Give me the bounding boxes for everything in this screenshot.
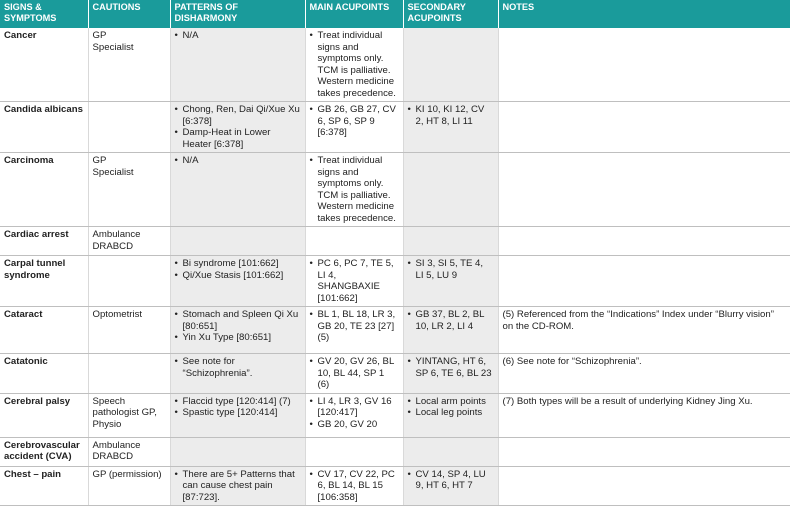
secondary-acupoints-cell bbox=[403, 393, 498, 437]
main-acupoints-cell-list bbox=[310, 104, 399, 139]
list-item: • Local leg points bbox=[408, 407, 494, 419]
secondary-acupoints-cell-list bbox=[408, 104, 494, 127]
main-acupoints-cell bbox=[305, 256, 403, 307]
symptom-cell: Cerebrovascular accident (CVA) bbox=[0, 437, 88, 466]
list-item: • Bi syndrome [101:662] bbox=[175, 258, 301, 270]
main-acupoints-cell-list bbox=[310, 309, 399, 344]
table-row bbox=[0, 28, 790, 102]
patterns-cell-list bbox=[175, 469, 301, 504]
notes-cell bbox=[498, 256, 790, 307]
patterns-cell bbox=[170, 227, 305, 256]
secondary-acupoints-cell-list bbox=[408, 396, 494, 419]
main-acupoints-cell bbox=[305, 466, 403, 506]
main-acupoints-cell bbox=[305, 437, 403, 466]
symptom-cell: Carpal tunnel syndrome bbox=[0, 256, 88, 307]
notes-cell: (5) Referenced from the “Indications” Index under “Blurry vision” on the CD-ROM. bbox=[498, 307, 790, 354]
table-body bbox=[0, 28, 790, 506]
symptom-cell: Cardiac arrest bbox=[0, 227, 88, 256]
secondary-acupoints-cell-list bbox=[408, 356, 494, 379]
list-item: • Treat individual signs and symptoms only. TCM is palliative. Western medicine takes precedence. bbox=[310, 30, 399, 99]
cautions-cell: GP (permission) bbox=[88, 466, 170, 506]
cautions-cell: Ambulance DRABCD bbox=[88, 227, 170, 256]
patterns-cell-list bbox=[175, 155, 301, 167]
table-row bbox=[0, 307, 790, 354]
header-cautions: CAUTIONS bbox=[88, 0, 170, 28]
main-acupoints-cell-list bbox=[310, 258, 399, 304]
cautions-cell: GP Specialist bbox=[88, 28, 170, 102]
secondary-acupoints-cell bbox=[403, 466, 498, 506]
cautions-cell bbox=[88, 102, 170, 153]
notes-cell bbox=[498, 437, 790, 466]
patterns-cell-list bbox=[175, 309, 301, 344]
list-item: • Stomach and Spleen Qi Xu [80:651] bbox=[175, 309, 301, 332]
notes-cell bbox=[498, 227, 790, 256]
patterns-cell bbox=[170, 354, 305, 394]
list-item: • CV 17, CV 22, PC 6, BL 14, BL 15 [106:358] bbox=[310, 469, 399, 504]
main-acupoints-cell bbox=[305, 153, 403, 227]
main-acupoints-cell-list bbox=[310, 155, 399, 224]
patterns-cell bbox=[170, 28, 305, 102]
patterns-cell bbox=[170, 437, 305, 466]
patterns-cell-list bbox=[175, 104, 301, 150]
notes-cell: (6) See note for “Schizophrenia”. bbox=[498, 354, 790, 394]
main-acupoints-cell bbox=[305, 28, 403, 102]
secondary-acupoints-cell-list bbox=[408, 258, 494, 281]
symptom-cell: Cancer bbox=[0, 28, 88, 102]
list-item: • Qi/Xue Stasis [101:662] bbox=[175, 270, 301, 282]
table-row bbox=[0, 102, 790, 153]
list-item: • There are 5+ Patterns that can cause chest pain [87:723]. bbox=[175, 469, 301, 504]
cautions-cell: Ambulance DRABCD bbox=[88, 437, 170, 466]
secondary-acupoints-cell-list bbox=[408, 309, 494, 332]
symptom-cell: Cataract bbox=[0, 307, 88, 354]
list-item: • SI 3, SI 5, TE 4, LI 5, LU 9 bbox=[408, 258, 494, 281]
notes-cell: (7) Both types will be a result of underlying Kidney Jing Xu. bbox=[498, 393, 790, 437]
cautions-cell: GP Specialist bbox=[88, 153, 170, 227]
list-item: • PC 6, PC 7, TE 5, LI 4, SHANGBAXIE [101:662] bbox=[310, 258, 399, 304]
patterns-cell bbox=[170, 153, 305, 227]
header-patterns: PATTERNS OF DISHARMONY bbox=[170, 0, 305, 28]
list-item: • Chong, Ren, Dai Qi/Xue Xu [6:378] bbox=[175, 104, 301, 127]
symptom-cell: Cerebral palsy bbox=[0, 393, 88, 437]
notes-cell bbox=[498, 466, 790, 506]
list-item: • GB 26, GB 27, CV 6, SP 6, SP 9 [6:378] bbox=[310, 104, 399, 139]
table-row bbox=[0, 227, 790, 256]
notes-cell bbox=[498, 28, 790, 102]
patterns-cell bbox=[170, 256, 305, 307]
secondary-acupoints-cell bbox=[403, 307, 498, 354]
secondary-acupoints-cell bbox=[403, 437, 498, 466]
patterns-cell bbox=[170, 102, 305, 153]
secondary-acupoints-cell bbox=[403, 153, 498, 227]
main-acupoints-cell-list bbox=[310, 396, 399, 431]
secondary-acupoints-cell bbox=[403, 256, 498, 307]
table-row bbox=[0, 393, 790, 437]
list-item: • Spastic type [120:414] bbox=[175, 407, 301, 419]
secondary-acupoints-cell bbox=[403, 102, 498, 153]
patterns-cell-list bbox=[175, 356, 301, 379]
list-item: • See note for “Schizophrenia”. bbox=[175, 356, 301, 379]
main-acupoints-cell bbox=[305, 227, 403, 256]
cautions-cell bbox=[88, 256, 170, 307]
patterns-cell bbox=[170, 466, 305, 506]
table-row bbox=[0, 153, 790, 227]
secondary-acupoints-cell bbox=[403, 227, 498, 256]
list-item: • Yin Xu Type [80:651] bbox=[175, 332, 301, 344]
header-main-acupoints: MAIN ACUPOINTS bbox=[305, 0, 403, 28]
list-item: • GB 37, BL 2, BL 10, LR 2, LI 4 bbox=[408, 309, 494, 332]
list-item: • LI 4, LR 3, GV 16 [120:417] bbox=[310, 396, 399, 419]
cautions-cell: Speech pathologist GP, Physio bbox=[88, 393, 170, 437]
secondary-acupoints-cell-list bbox=[408, 469, 494, 492]
list-item: • N/A bbox=[175, 155, 301, 167]
list-item: • CV 14, SP 4, LU 9, HT 6, HT 7 bbox=[408, 469, 494, 492]
symptom-cell: Chest – pain bbox=[0, 466, 88, 506]
list-item: • Local arm points bbox=[408, 396, 494, 408]
patterns-cell-list bbox=[175, 396, 301, 419]
patterns-cell-list bbox=[175, 258, 301, 281]
main-acupoints-cell-list bbox=[310, 356, 399, 391]
main-acupoints-cell bbox=[305, 102, 403, 153]
symptom-cell: Catatonic bbox=[0, 354, 88, 394]
list-item: • Flaccid type [120:414] (7) bbox=[175, 396, 301, 408]
list-item: • Treat individual signs and symptoms only. TCM is palliative. Western medicine takes precedence. bbox=[310, 155, 399, 224]
cautions-cell: Optometrist bbox=[88, 307, 170, 354]
table-header-row bbox=[0, 0, 790, 28]
list-item: • Damp-Heat in Lower Heater [6:378] bbox=[175, 127, 301, 150]
symptom-cell: Carcinoma bbox=[0, 153, 88, 227]
notes-cell bbox=[498, 153, 790, 227]
list-item: • KI 10, KI 12, CV 2, HT 8, LI 11 bbox=[408, 104, 494, 127]
main-acupoints-cell-list bbox=[310, 469, 399, 504]
main-acupoints-cell bbox=[305, 393, 403, 437]
list-item: • GB 20, GV 20 bbox=[310, 419, 399, 431]
table-row bbox=[0, 256, 790, 307]
patterns-cell bbox=[170, 393, 305, 437]
notes-cell bbox=[498, 102, 790, 153]
patterns-cell bbox=[170, 307, 305, 354]
symptom-cell: Candida albicans bbox=[0, 102, 88, 153]
cautions-cell bbox=[88, 354, 170, 394]
secondary-acupoints-cell bbox=[403, 28, 498, 102]
main-acupoints-cell bbox=[305, 354, 403, 394]
main-acupoints-cell-list bbox=[310, 30, 399, 99]
main-acupoints-cell bbox=[305, 307, 403, 354]
table-row bbox=[0, 354, 790, 394]
table-row bbox=[0, 437, 790, 466]
list-item: • YINTANG, HT 6, SP 6, TE 6, BL 23 bbox=[408, 356, 494, 379]
table-row bbox=[0, 466, 790, 506]
header-notes: NOTES bbox=[498, 0, 790, 28]
patterns-cell-list bbox=[175, 30, 301, 42]
header-signs-symptoms: SIGNS & SYMPTOMS bbox=[0, 0, 88, 28]
list-item: • N/A bbox=[175, 30, 301, 42]
secondary-acupoints-cell bbox=[403, 354, 498, 394]
list-item: • BL 1, BL 18, LR 3, GB 20, TE 23 [27] (5) bbox=[310, 309, 399, 344]
list-item: • GV 20, GV 26, BL 10, BL 44, SP 1 (6) bbox=[310, 356, 399, 391]
header-secondary-acupoints: SECONDARY ACUPOINTS bbox=[403, 0, 498, 28]
